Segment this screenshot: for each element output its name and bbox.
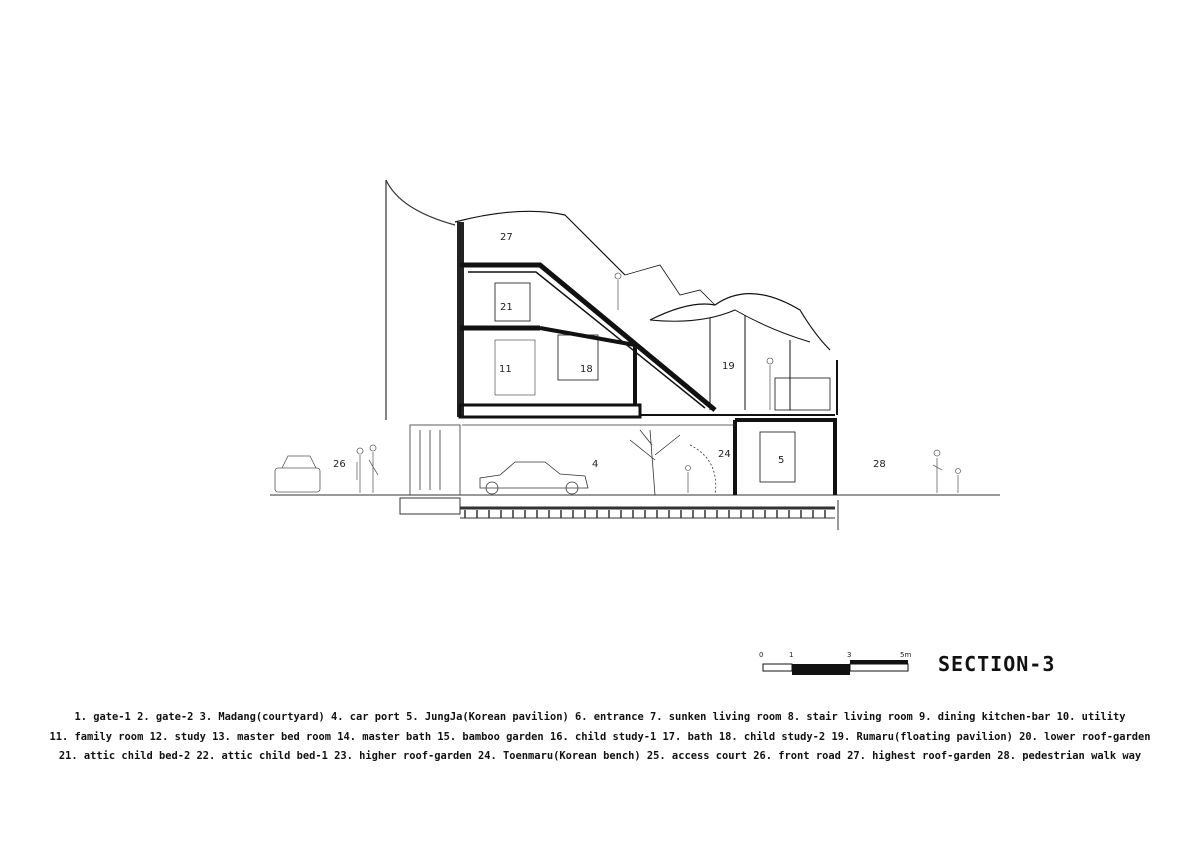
room-label-18: 18 <box>580 364 593 375</box>
room-label-21: 21 <box>500 302 513 313</box>
room-label-19: 19 <box>722 361 735 372</box>
room-label-11: 11 <box>499 364 512 375</box>
road-car <box>275 456 320 492</box>
people-figures <box>357 273 961 493</box>
west-curved-wall <box>386 180 455 420</box>
legend-line: 1. gate-1 2. gate-2 3. Madang(courtyard) 4. car port 5. JungJa(Korean pavilion) 6. entrance 7. sunken living room 8. stair living room 9. dining kitchen-bar 10. utility <box>74 711 1126 723</box>
scale-tick-1: 1 <box>789 651 794 659</box>
section-title: SECTION-3 <box>938 652 1056 676</box>
room-label-4: 4 <box>592 459 599 470</box>
scale-tick-5m: 5m <box>900 651 912 659</box>
room-label-27: 27 <box>500 232 513 243</box>
room-label-26: 26 <box>333 459 346 470</box>
scale-tick-0: 0 <box>759 651 764 659</box>
room-label-28: 28 <box>873 459 886 470</box>
carport <box>410 425 735 495</box>
foundation <box>400 498 838 530</box>
legend-line: 11. family room 12. study 13. master bed room 14. master bath 15. bamboo garden 16. child study-1 17. bath 18. child study-2 19. Rumaru(floating pavilion) 20. lower roof-garden <box>49 731 1151 743</box>
scale-bar <box>759 651 911 675</box>
legend-line: 21. attic child bed-2 22. attic child bed-1 23. higher roof-garden 24. Toenmaru(Korean bench) 25. access court 26. front road 27. highest roof-garden 28. pedestrian walk way <box>58 750 1142 762</box>
scale-tick-3: 3 <box>847 651 852 659</box>
room-label-24: 24 <box>718 449 731 460</box>
room-label-5: 5 <box>778 455 785 466</box>
